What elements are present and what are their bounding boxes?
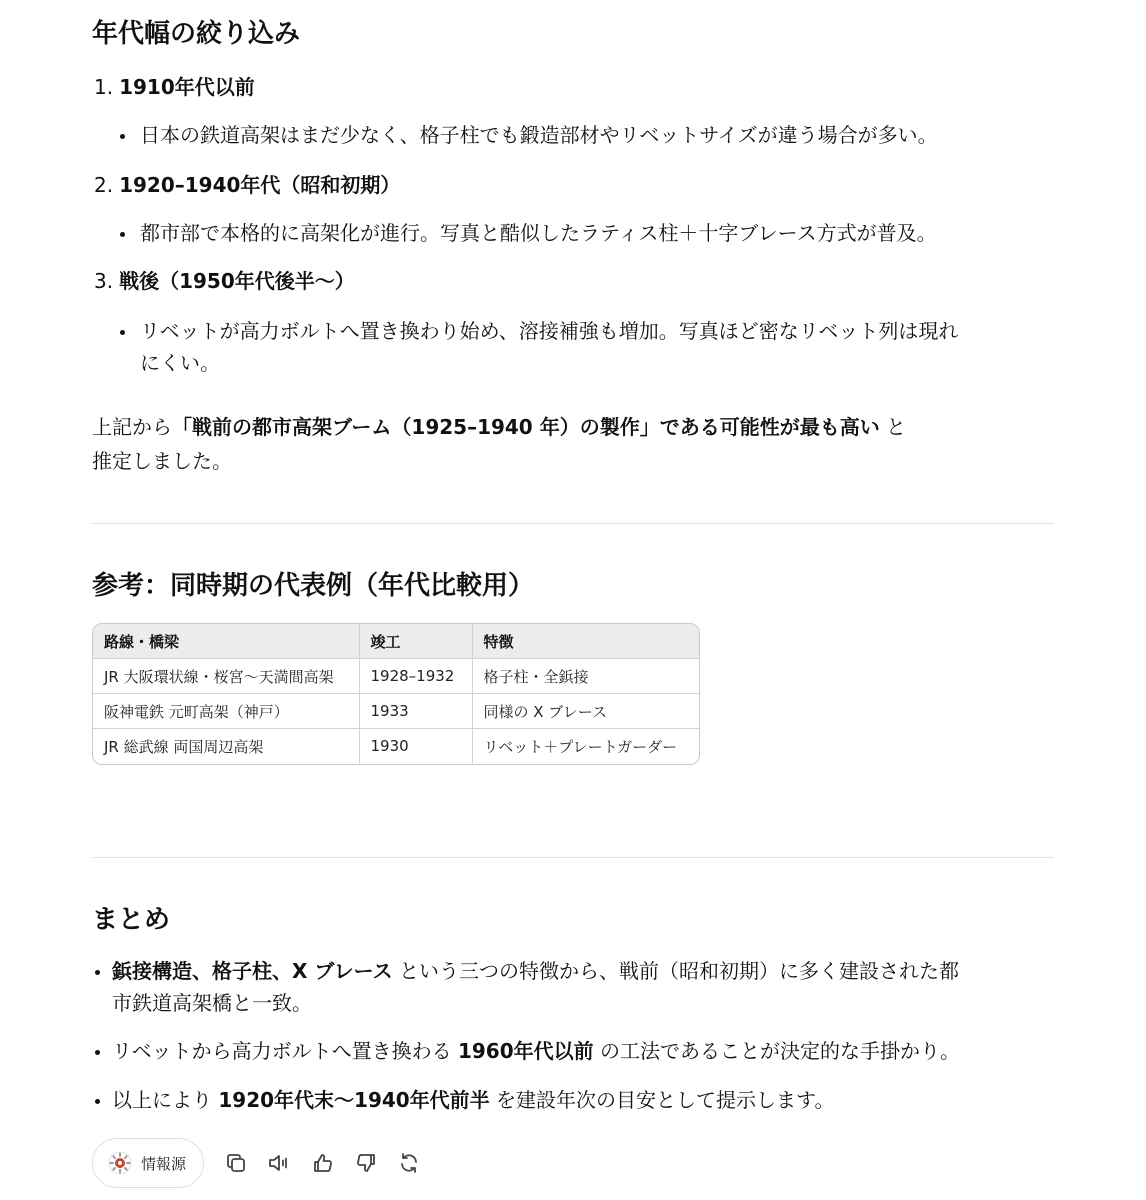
table-row: [93, 659, 699, 694]
column-header: 竣工: [359, 624, 472, 659]
bullet-dot: [95, 1050, 100, 1055]
summary-bold: 鋲接構造、格子柱、X ブレース: [112, 959, 393, 983]
thumbs-up-icon[interactable]: [310, 1150, 336, 1176]
list-bullet: リベットが高力ボルトへ置き換わり始め、溶接補強も増加。写真ほど密なリベット列は現れ: [140, 319, 959, 343]
list-item-1: [94, 72, 255, 102]
list-bullet: 都市部で本格的に高架化が進行。写真と酷似したラティス柱＋十字ブレース方式が普及。: [140, 221, 937, 245]
summary-bullet-3: [112, 1084, 834, 1116]
summary-bold: 1960年代以前: [457, 1039, 594, 1063]
summary-text: リベットから高力ボルトへ置き換わる: [112, 1039, 458, 1063]
table-cell: JR 総武線 両国周辺高架: [93, 729, 359, 764]
table-cell: 1933: [359, 694, 472, 729]
reference-table: [92, 623, 700, 765]
table-row: [93, 729, 699, 764]
copy-icon[interactable]: [223, 1150, 249, 1176]
sources-icon: [107, 1150, 133, 1176]
section-title: 年代幅の絞り込み: [92, 19, 301, 49]
summary-text: の工法であることが決定的な手掛かり。: [593, 1039, 960, 1063]
sources-label: 情報源: [141, 1154, 187, 1173]
divider: [92, 523, 1054, 524]
conclusion-prefix: 上記から: [92, 415, 172, 439]
conclusion-bold: 「戦前の都市高架ブーム（1925–1940 年）の製作」である可能性が最も高い: [172, 415, 880, 439]
summary-bullet-1-continuation: 市鉄道高架橋と一致。: [112, 991, 312, 1015]
list-bullet-continuation: にくい。: [140, 351, 220, 375]
summary-bullet-1: [112, 955, 959, 987]
bullet-dot: [95, 970, 100, 975]
bullet-dot: [120, 330, 125, 335]
list-number: 2.: [94, 173, 114, 197]
summary-text: を建設年次の目安として提示します。: [489, 1088, 835, 1112]
read-aloud-icon[interactable]: [266, 1150, 292, 1176]
table-cell: 同様の X ブレース: [472, 694, 699, 729]
list-label: 1910年代以前: [119, 75, 255, 99]
summary-text: という三つの特徴から、戦前（昭和初期）に多く建設された都: [392, 959, 959, 983]
table-cell: 阪神電鉄 元町高架（神戸）: [93, 694, 359, 729]
divider: [92, 857, 1054, 858]
list-bullet: 日本の鉄道高架はまだ少なく、格子柱でも鍛造部材やリベットサイズが違う場合が多い。: [140, 123, 938, 147]
table-cell: リベット＋プレートガーダー: [483, 737, 678, 756]
bullet-dot: [95, 1099, 100, 1104]
bullet-dot: [120, 134, 125, 139]
list-label: 1920–1940年代（昭和初期）: [119, 173, 401, 197]
column-header: 特徴: [472, 624, 699, 659]
conclusion-line2: 推定しました。: [92, 449, 232, 473]
table-cell: 格子柱・全鋲接: [472, 659, 699, 694]
bullet-dot: [120, 232, 125, 237]
summary-bold: 1920年代末〜1940年代前半: [218, 1088, 490, 1112]
section-title: 参考：同時期の代表例（年代比較用）: [92, 571, 535, 601]
list-label: 戦後（1950年代後半〜）: [119, 269, 355, 293]
summary-text: 以上により: [112, 1088, 219, 1112]
list-number: 1.: [94, 75, 114, 99]
regenerate-icon[interactable]: [396, 1150, 422, 1176]
summary-bullet-2: [112, 1035, 960, 1067]
thumbs-down-icon[interactable]: [353, 1150, 379, 1176]
list-item-2: [94, 170, 400, 200]
table-cell: JR 大阪環状線・桜宮〜天満間高架: [93, 659, 359, 694]
section-title: まとめ: [92, 905, 171, 935]
list-number: 3.: [94, 269, 114, 293]
conclusion-suffix: と: [879, 415, 907, 439]
table-row: [93, 694, 699, 729]
column-header: 路線・橋梁: [93, 624, 359, 659]
table-cell: 1928–1932: [359, 659, 472, 694]
list-item-3: [94, 266, 355, 296]
conclusion-paragraph: [92, 411, 906, 443]
table-header-row: [93, 624, 699, 659]
sources-button[interactable]: [92, 1138, 204, 1188]
table-cell: 1930: [359, 729, 472, 764]
